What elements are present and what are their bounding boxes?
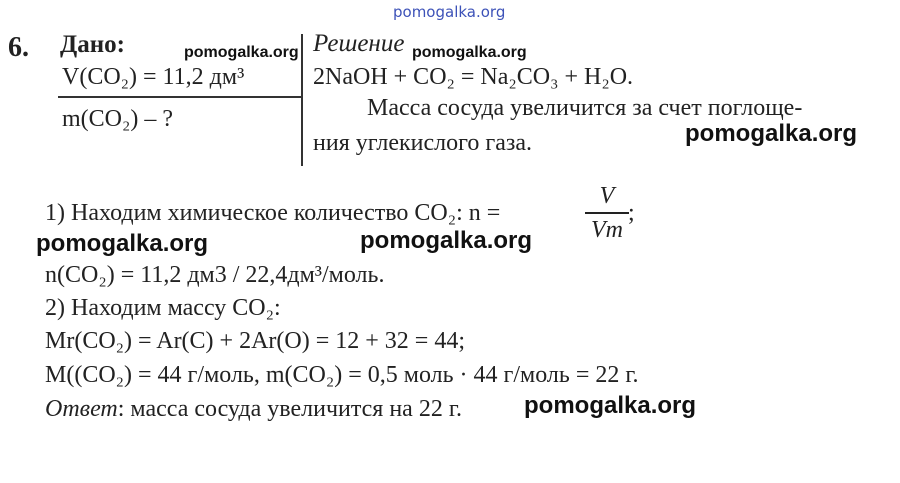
answer-label: Ответ xyxy=(45,396,118,422)
answer-text: : масса сосуда увеличится на 22 г. xyxy=(117,396,462,422)
watermark-header-left: pomogalka.org xyxy=(184,44,299,61)
watermark-answer: pomogalka.org xyxy=(524,392,697,419)
given-divider-horizontal xyxy=(58,96,302,98)
fraction-bar xyxy=(585,212,629,214)
step2-text: 2) Находим массу CO₂: xyxy=(45,295,281,321)
answer-line xyxy=(45,396,462,423)
watermark-step-left: pomogalka.org xyxy=(36,230,209,257)
find-mass: m(CO₂) – ? xyxy=(62,106,174,132)
watermark-top: pomogalka.org xyxy=(393,3,506,21)
step2-relative-mass: Mr(CO₂) = Ar(C) + 2Ar(O) = 12 + 32 = 44; xyxy=(45,328,465,354)
solution-label: Решение xyxy=(313,30,405,57)
watermark-right-mid: pomogalka.org xyxy=(685,120,858,147)
step1-semicolon: ; xyxy=(628,200,635,226)
given-volume: V(CO₂) = 11,2 дм³ xyxy=(62,64,245,90)
explanation-line-1: Масса сосуда увеличится за счет поглоще- xyxy=(367,95,803,121)
watermark-step-center: pomogalka.org xyxy=(360,227,533,254)
fraction-numerator: V xyxy=(599,183,615,209)
explanation-line-2: ния углекислого газа. xyxy=(313,130,532,156)
watermark-header-right: pomogalka.org xyxy=(412,44,527,61)
given-label: Дано: xyxy=(60,31,125,58)
fraction-denominator: Vm xyxy=(591,217,623,243)
given-divider-vertical xyxy=(301,34,303,166)
reaction-equation: 2NaOH + CO₂ = Na₂CO₃ + H₂O. xyxy=(313,64,634,90)
step2-mass-calc: M((CO₂) = 44 г/моль, m(CO₂) = 0,5 моль · 44 г/моль = 22 г. xyxy=(45,362,639,388)
problem-number: 6. xyxy=(8,32,29,63)
step1-text: 1) Находим химическое количество CO₂: n = xyxy=(45,200,501,226)
step1-fraction xyxy=(585,182,629,244)
step1-calculation: n(CO₂) = 11,2 дм3 / 22,4дм³/моль. xyxy=(45,262,385,288)
